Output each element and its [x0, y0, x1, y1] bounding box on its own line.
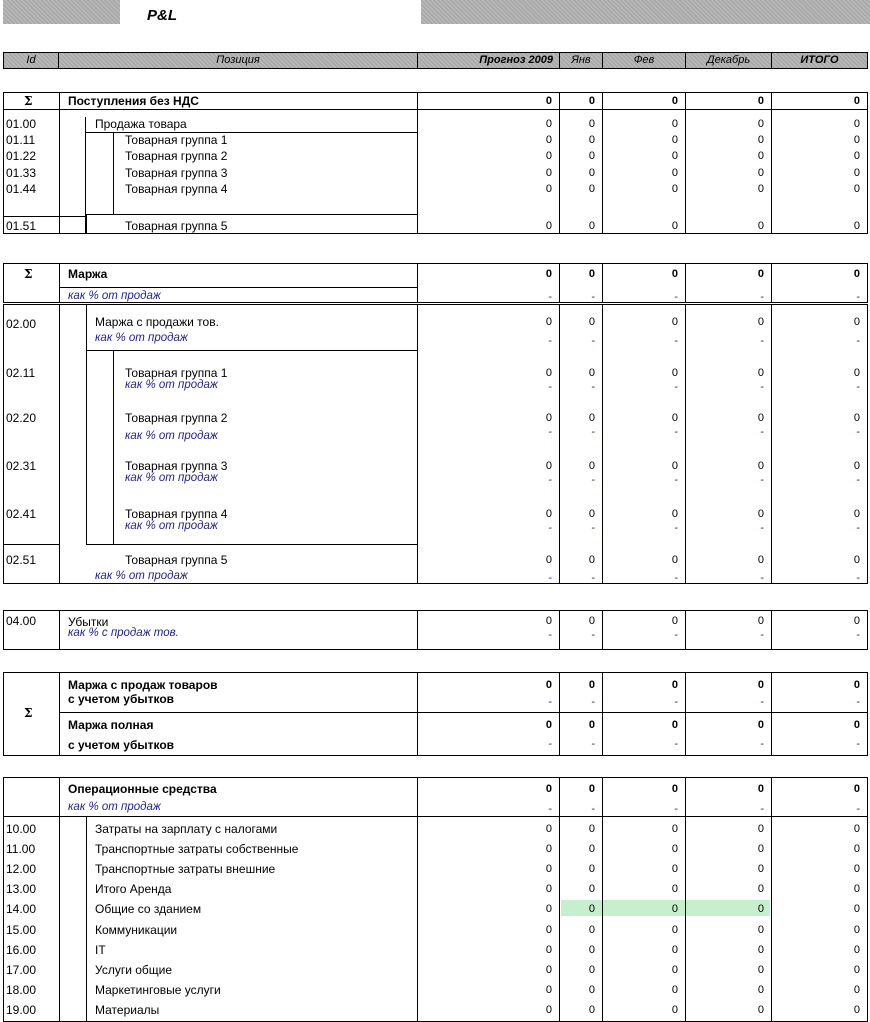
value-zero: 0	[545, 983, 552, 996]
value-dash: -	[674, 738, 678, 750]
value-zero: 0	[853, 460, 860, 472]
value-zero: 0	[671, 412, 678, 424]
value-zero: 0	[545, 615, 552, 627]
row-label: Товарная группа 1	[125, 133, 228, 147]
value-dash: -	[856, 629, 860, 641]
value-cell	[771, 304, 868, 584]
tree-line	[86, 304, 87, 544]
value-dash: -	[674, 522, 678, 534]
value-zero: 0	[853, 963, 860, 976]
value-zero: 0	[588, 460, 595, 472]
header-total: ИТОГО	[771, 52, 868, 69]
value-zero: 0	[853, 167, 860, 179]
value-zero: 0	[588, 554, 595, 566]
value-zero: 0	[671, 367, 678, 379]
value-zero: 0	[671, 843, 678, 856]
row-label: Материалы	[95, 1002, 160, 1017]
pct-label: как % от продаж	[125, 379, 218, 391]
value-zero: 0	[853, 118, 860, 130]
value-zero: 0	[588, 367, 595, 379]
row-label: Товарная группа 3	[125, 166, 228, 180]
pct-label: как % от продаж	[125, 430, 218, 442]
value-zero: 0	[588, 903, 595, 916]
row-id: 17.00	[6, 962, 37, 977]
value-zero: 0	[545, 923, 552, 936]
value-zero: 0	[588, 983, 595, 996]
value-zero: 0	[588, 963, 595, 976]
value-dash: -	[760, 426, 764, 438]
value-zero: 0	[671, 823, 678, 835]
value-zero: 0	[588, 118, 595, 130]
value-zero: 0	[853, 183, 860, 195]
value-dash: -	[760, 522, 764, 534]
row-label: Товарная группа 2	[125, 411, 228, 425]
value-zero: 0	[671, 903, 678, 916]
value-zero: 0	[588, 719, 595, 731]
value-zero: 0	[588, 863, 595, 876]
row-label: с учетом убытков	[68, 692, 175, 706]
row-label: Итого Аренда	[95, 882, 172, 897]
value-dash: -	[856, 572, 860, 584]
row-id: 02.20	[6, 411, 37, 425]
value-dash: -	[591, 696, 595, 708]
value-zero: 0	[588, 883, 595, 896]
value-dash: -	[856, 381, 860, 393]
value-dash: -	[548, 572, 552, 584]
value-zero: 0	[545, 316, 552, 328]
value-dash: -	[548, 696, 552, 708]
header-position: Позиция	[58, 52, 418, 69]
row-label: Маржа полная	[68, 718, 154, 732]
value-zero: 0	[588, 316, 595, 328]
row-id: 12.00	[6, 862, 37, 877]
row-id: 02.11	[6, 366, 36, 380]
id-cell	[3, 777, 60, 817]
value-zero: 0	[545, 843, 552, 856]
row-id: 01.33	[6, 166, 37, 180]
row-label: Товарная группа 4	[125, 507, 228, 521]
value-zero: 0	[853, 367, 860, 379]
row-label: Убытки	[68, 615, 109, 629]
value-zero: 0	[757, 679, 764, 691]
value-dash: -	[591, 335, 595, 347]
value-zero: 0	[757, 134, 764, 146]
row-id: 02.31	[6, 459, 37, 473]
value-dash: -	[674, 696, 678, 708]
value-dash: -	[674, 291, 678, 303]
value-zero: 0	[545, 783, 552, 795]
value-zero: 0	[588, 167, 595, 179]
section5-title: Операционные средства	[68, 782, 217, 796]
value-zero: 0	[853, 220, 860, 232]
value-zero: 0	[671, 316, 678, 328]
value-dash: -	[591, 426, 595, 438]
header-dec: Декабрь	[685, 52, 772, 69]
row-id: 13.00	[6, 882, 37, 897]
value-zero: 0	[588, 268, 595, 280]
pct-label: как % от продаж	[68, 801, 161, 813]
pct-label: как % от продаж	[95, 570, 188, 582]
value-dash: -	[760, 474, 764, 486]
row-id: 15.00	[6, 922, 37, 937]
value-zero: 0	[757, 367, 764, 379]
row-label: Товарная группа 2	[125, 149, 228, 163]
value-zero: 0	[545, 554, 552, 566]
value-dash: -	[591, 474, 595, 486]
value-zero: 0	[853, 923, 860, 936]
value-zero: 0	[588, 823, 595, 835]
row-id: 10.00	[6, 822, 37, 836]
value-dash: -	[856, 738, 860, 750]
value-zero: 0	[757, 615, 764, 627]
value-dash: -	[856, 522, 860, 534]
value-dash: -	[856, 335, 860, 347]
row-label: Товарная группа 5	[125, 219, 228, 233]
row-id: 19.00	[6, 1002, 37, 1017]
value-dash: -	[674, 572, 678, 584]
value-dash: -	[760, 335, 764, 347]
row-label: Услуги общие	[95, 962, 173, 977]
row-label: Товарная группа 4	[125, 182, 228, 196]
value-zero: 0	[588, 95, 595, 107]
value-zero: 0	[588, 220, 595, 232]
value-dash: -	[856, 426, 860, 438]
value-zero: 0	[588, 615, 595, 627]
value-dash: -	[760, 629, 764, 641]
value-zero: 0	[671, 615, 678, 627]
value-zero: 0	[853, 679, 860, 691]
value-zero: 0	[853, 508, 860, 520]
row-label: Транспортные затраты собственные	[95, 842, 299, 857]
value-zero: 0	[853, 95, 860, 107]
value-zero: 0	[757, 923, 764, 936]
page-title: P&L	[147, 7, 177, 24]
value-zero: 0	[671, 554, 678, 566]
rule-horizontal	[86, 544, 418, 545]
value-zero: 0	[757, 118, 764, 130]
value-zero: 0	[757, 508, 764, 520]
value-zero: 0	[545, 719, 552, 731]
row-label: IT	[95, 942, 106, 957]
value-dash: -	[548, 474, 552, 486]
value-cell	[685, 304, 772, 584]
value-dash: -	[674, 335, 678, 347]
tree-line	[86, 816, 87, 1022]
value-dash: -	[674, 474, 678, 486]
sigma-icon: Σ	[24, 706, 33, 720]
value-dash: -	[548, 335, 552, 347]
pct-label: как % от продаж	[68, 290, 161, 302]
value-zero: 0	[671, 220, 678, 232]
value-zero: 0	[853, 983, 860, 996]
value-zero: 0	[671, 923, 678, 936]
row-label: Коммуникации	[95, 922, 178, 937]
value-zero: 0	[588, 183, 595, 195]
value-zero: 0	[545, 412, 552, 424]
row-label: Общие со зданием	[95, 902, 202, 917]
value-dash: -	[760, 381, 764, 393]
value-dash: -	[591, 381, 595, 393]
rule-horizontal	[85, 214, 418, 215]
row-id: 02.51	[6, 553, 37, 567]
value-zero: 0	[671, 95, 678, 107]
value-dash: -	[674, 381, 678, 393]
value-zero: 0	[545, 508, 552, 520]
value-zero: 0	[671, 268, 678, 280]
value-zero: 0	[545, 183, 552, 195]
row-id: 01.51	[6, 219, 37, 233]
row-label: Товарная группа 5	[125, 553, 228, 567]
value-zero: 0	[757, 167, 764, 179]
value-dash: -	[548, 522, 552, 534]
header-forecast: Прогноз 2009	[417, 52, 560, 69]
value-zero: 0	[757, 983, 764, 996]
value-zero: 0	[545, 963, 552, 976]
pct-label: как % от продаж	[95, 332, 188, 344]
row-id: 18.00	[6, 982, 37, 997]
value-zero: 0	[671, 167, 678, 179]
row-id: 01.00	[6, 117, 37, 131]
value-zero: 0	[545, 268, 552, 280]
row-label: Продажа товара	[95, 117, 187, 131]
value-dash: -	[548, 738, 552, 750]
value-zero: 0	[853, 134, 860, 146]
row-label: Затраты на зарплату с налогами	[95, 822, 278, 836]
value-zero: 0	[671, 183, 678, 195]
section1-title: Поступления без НДС	[68, 94, 199, 108]
row-id: 01.11	[6, 133, 36, 147]
value-zero: 0	[757, 1003, 764, 1016]
value-zero: 0	[853, 150, 860, 162]
value-zero: 0	[545, 134, 552, 146]
value-cell	[417, 304, 560, 584]
value-zero: 0	[671, 460, 678, 472]
value-zero: 0	[671, 1003, 678, 1016]
value-zero: 0	[853, 943, 860, 956]
value-zero: 0	[545, 1003, 552, 1016]
value-zero: 0	[588, 943, 595, 956]
sigma-icon: Σ	[24, 267, 33, 281]
value-dash: -	[548, 803, 552, 815]
value-zero: 0	[671, 719, 678, 731]
value-zero: 0	[853, 554, 860, 566]
value-zero: 0	[545, 903, 552, 916]
value-zero: 0	[757, 783, 764, 795]
row-label: Маркетинговые услуги	[95, 982, 221, 997]
value-zero: 0	[671, 134, 678, 146]
value-zero: 0	[545, 460, 552, 472]
value-zero: 0	[757, 183, 764, 195]
value-zero: 0	[545, 150, 552, 162]
value-dash: -	[591, 803, 595, 815]
header-id: Id	[3, 52, 59, 69]
value-zero: 0	[588, 150, 595, 162]
value-dash: -	[591, 572, 595, 584]
value-dash: -	[856, 474, 860, 486]
value-zero: 0	[545, 220, 552, 232]
row-id: 11.00	[6, 842, 36, 857]
value-zero: 0	[671, 943, 678, 956]
value-zero: 0	[671, 679, 678, 691]
value-zero: 0	[757, 903, 764, 916]
value-zero: 0	[545, 679, 552, 691]
value-dash: -	[548, 291, 552, 303]
row-label: Маржа с продажи тов.	[95, 315, 219, 329]
value-zero: 0	[588, 508, 595, 520]
value-dash: -	[674, 803, 678, 815]
value-zero: 0	[757, 220, 764, 232]
value-zero: 0	[853, 412, 860, 424]
pct-label: как % от продаж	[125, 472, 218, 484]
value-zero: 0	[671, 508, 678, 520]
value-zero: 0	[671, 863, 678, 876]
value-zero: 0	[671, 883, 678, 896]
value-zero: 0	[545, 883, 552, 896]
value-dash: -	[674, 426, 678, 438]
value-zero: 0	[853, 615, 860, 627]
tree-line	[86, 214, 87, 234]
row-id: 02.41	[6, 507, 37, 521]
value-zero: 0	[757, 316, 764, 328]
row-id: 01.44	[6, 182, 37, 196]
row-id: 14.00	[6, 902, 37, 917]
value-zero: 0	[671, 150, 678, 162]
section2-title: Маржа	[68, 267, 108, 281]
value-zero: 0	[757, 843, 764, 856]
value-dash: -	[591, 291, 595, 303]
value-dash: -	[591, 522, 595, 534]
sigma-icon: Σ	[24, 94, 33, 108]
value-zero: 0	[671, 118, 678, 130]
rule-horizontal	[59, 216, 85, 217]
banner-left	[3, 0, 120, 24]
value-zero: 0	[853, 268, 860, 280]
header-feb: Фев	[602, 52, 686, 69]
rule-horizontal	[3, 216, 59, 217]
rule-horizontal	[86, 350, 418, 351]
value-zero: 0	[757, 150, 764, 162]
rule-horizontal	[59, 712, 868, 713]
tree-line	[113, 350, 114, 544]
row-label: с учетом убытков	[68, 738, 175, 752]
value-zero: 0	[853, 719, 860, 731]
value-zero: 0	[588, 679, 595, 691]
value-dash: -	[548, 381, 552, 393]
value-zero: 0	[757, 412, 764, 424]
row-label: Маржа с продаж товаров	[68, 678, 218, 692]
row-id: 02.00	[6, 317, 37, 331]
row-label: Товарная группа 1	[125, 366, 228, 380]
value-zero: 0	[545, 863, 552, 876]
value-zero: 0	[545, 943, 552, 956]
banner-right	[421, 0, 870, 24]
pct-label: как % с продаж тов.	[68, 627, 179, 639]
value-dash: -	[548, 426, 552, 438]
value-zero: 0	[853, 316, 860, 328]
value-zero: 0	[853, 843, 860, 856]
value-zero: 0	[853, 783, 860, 795]
value-zero: 0	[757, 719, 764, 731]
value-zero: 0	[588, 783, 595, 795]
value-dash: -	[548, 629, 552, 641]
value-dash: -	[760, 696, 764, 708]
row-id: 04.00	[6, 614, 37, 628]
value-zero: 0	[588, 1003, 595, 1016]
value-dash: -	[591, 629, 595, 641]
value-zero: 0	[588, 843, 595, 856]
row-label: Товарная группа 3	[125, 459, 228, 473]
value-zero: 0	[757, 883, 764, 896]
value-zero: 0	[853, 883, 860, 896]
value-zero: 0	[853, 823, 860, 835]
value-zero: 0	[588, 923, 595, 936]
value-cell	[559, 304, 603, 584]
value-zero: 0	[545, 367, 552, 379]
value-zero: 0	[545, 823, 552, 835]
tree-line	[113, 132, 114, 215]
value-zero: 0	[671, 983, 678, 996]
row-label: Транспортные затраты внешние	[95, 862, 276, 877]
value-zero: 0	[545, 167, 552, 179]
value-dash: -	[760, 291, 764, 303]
value-zero: 0	[757, 268, 764, 280]
value-zero: 0	[545, 95, 552, 107]
value-zero: 0	[757, 943, 764, 956]
value-zero: 0	[671, 963, 678, 976]
value-zero: 0	[757, 95, 764, 107]
value-dash: -	[760, 738, 764, 750]
value-dash: -	[856, 696, 860, 708]
value-zero: 0	[671, 783, 678, 795]
id-column	[3, 304, 60, 584]
row-id: 01.22	[6, 149, 37, 163]
value-zero: 0	[757, 963, 764, 976]
value-zero: 0	[757, 460, 764, 472]
value-zero: 0	[853, 863, 860, 876]
value-zero: 0	[588, 412, 595, 424]
value-dash: -	[760, 803, 764, 815]
rule-horizontal	[3, 544, 59, 545]
value-zero: 0	[588, 134, 595, 146]
row-id: 16.00	[6, 942, 37, 957]
value-zero: 0	[545, 118, 552, 130]
value-zero: 0	[757, 823, 764, 835]
value-dash: -	[856, 803, 860, 815]
value-dash: -	[856, 291, 860, 303]
value-zero: 0	[757, 554, 764, 566]
value-zero: 0	[757, 863, 764, 876]
value-dash: -	[591, 738, 595, 750]
value-dash: -	[674, 629, 678, 641]
header-jan: Янв	[559, 52, 603, 69]
pct-label: как % от продаж	[125, 520, 218, 532]
value-zero: 0	[853, 903, 860, 916]
value-zero: 0	[853, 1003, 860, 1016]
rule-horizontal	[59, 287, 418, 288]
value-dash: -	[760, 572, 764, 584]
